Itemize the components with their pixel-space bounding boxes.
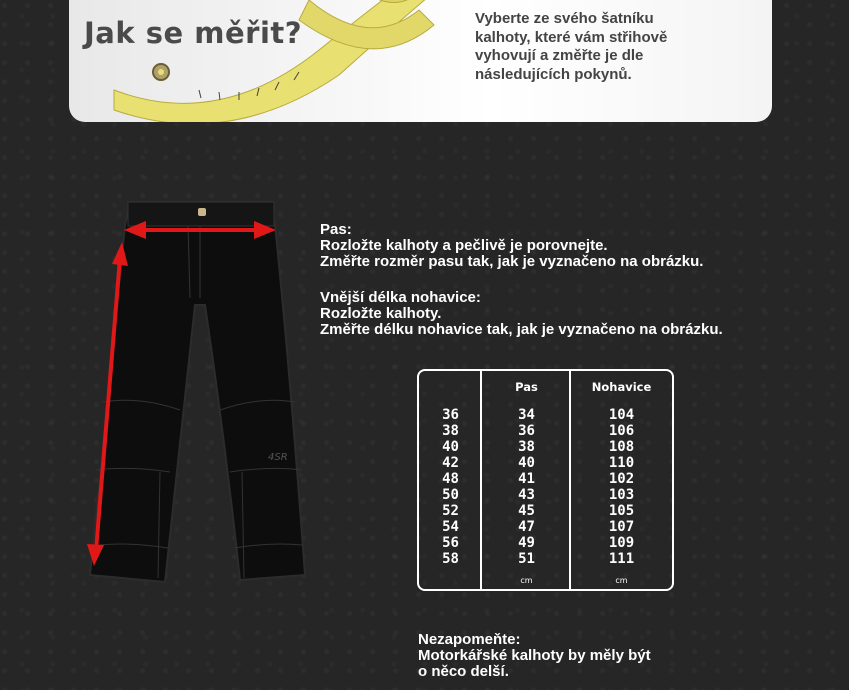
table-cell-pas: 49 (518, 535, 535, 551)
table-cell-size: 38 (442, 423, 459, 439)
table-cell-pas: 34 (518, 407, 535, 423)
table-cell-size: 58 (442, 551, 459, 567)
pants-illustration (80, 190, 320, 590)
page-title: Jak se měřit? (84, 16, 303, 50)
table-cell-nohavice: 102 (608, 471, 635, 487)
table-cell-pas: 36 (518, 423, 535, 439)
table-cell-pas: 47 (518, 519, 535, 535)
size-table (417, 369, 674, 591)
size-values (419, 407, 482, 567)
table-cell-size: 42 (442, 455, 459, 471)
table-cell-nohavice: 110 (608, 455, 635, 471)
waist-line-1: Rozložte kalhoty a pečlivě je porovnejte. (320, 237, 608, 254)
pas-header: Pas (515, 380, 538, 394)
waist-line-2: Změřte rozměr pasu tak, jak je vyznačeno na obrázku. (320, 253, 704, 270)
table-cell-pas: 41 (518, 471, 535, 487)
table-cell-size: 56 (442, 535, 459, 551)
note-title: Nezapomeňte: (418, 631, 521, 648)
waist-title: Pas: (320, 221, 352, 238)
leg-title: Vnější délka nohavice: (320, 289, 481, 306)
table-cell-nohavice: 106 (608, 423, 635, 439)
nohavice-column (571, 371, 672, 589)
reminder-note (418, 632, 718, 680)
pas-values (482, 407, 571, 567)
table-cell-size: 48 (442, 471, 459, 487)
pas-unit: cm (520, 576, 533, 585)
table-cell-size: 52 (442, 503, 459, 519)
table-cell-pas: 40 (518, 455, 535, 471)
table-cell-size: 36 (442, 407, 459, 423)
table-cell-pas: 51 (518, 551, 535, 567)
table-cell-size: 40 (442, 439, 459, 455)
table-cell-nohavice: 108 (608, 439, 635, 455)
leg-line-2: Změřte délku nohavice tak, jak je vyznačeno na obrázku. (320, 321, 723, 338)
table-cell-size: 50 (442, 487, 459, 503)
table-cell-nohavice: 104 (608, 407, 635, 423)
table-cell-nohavice: 103 (608, 487, 635, 503)
brand-logo: 4SR (268, 452, 288, 463)
table-cell-nohavice: 111 (608, 551, 635, 567)
table-cell-pas: 43 (518, 487, 535, 503)
header-card (69, 0, 772, 122)
measurement-instructions (320, 222, 820, 338)
table-cell-size: 54 (442, 519, 459, 535)
nohavice-values (571, 407, 672, 567)
header-instructions: Vyberte ze svého šatníku kalhoty, které vám střihově vyhovují a změřte je dle následujících pokynů. (475, 10, 668, 83)
leg-line-1: Rozložte kalhoty. (320, 305, 442, 322)
size-column (419, 371, 482, 589)
pas-column (482, 371, 571, 589)
note-line-2: o něco delší. (418, 663, 509, 680)
note-line-1: Motorkářské kalhoty by měly být (418, 647, 651, 664)
table-cell-nohavice: 107 (608, 519, 635, 535)
table-cell-nohavice: 105 (608, 503, 635, 519)
nohavice-header: Nohavice (591, 380, 652, 394)
table-cell-pas: 45 (518, 503, 535, 519)
table-cell-pas: 38 (518, 439, 535, 455)
table-cell-nohavice: 109 (608, 535, 635, 551)
nohavice-unit: cm (615, 576, 628, 585)
